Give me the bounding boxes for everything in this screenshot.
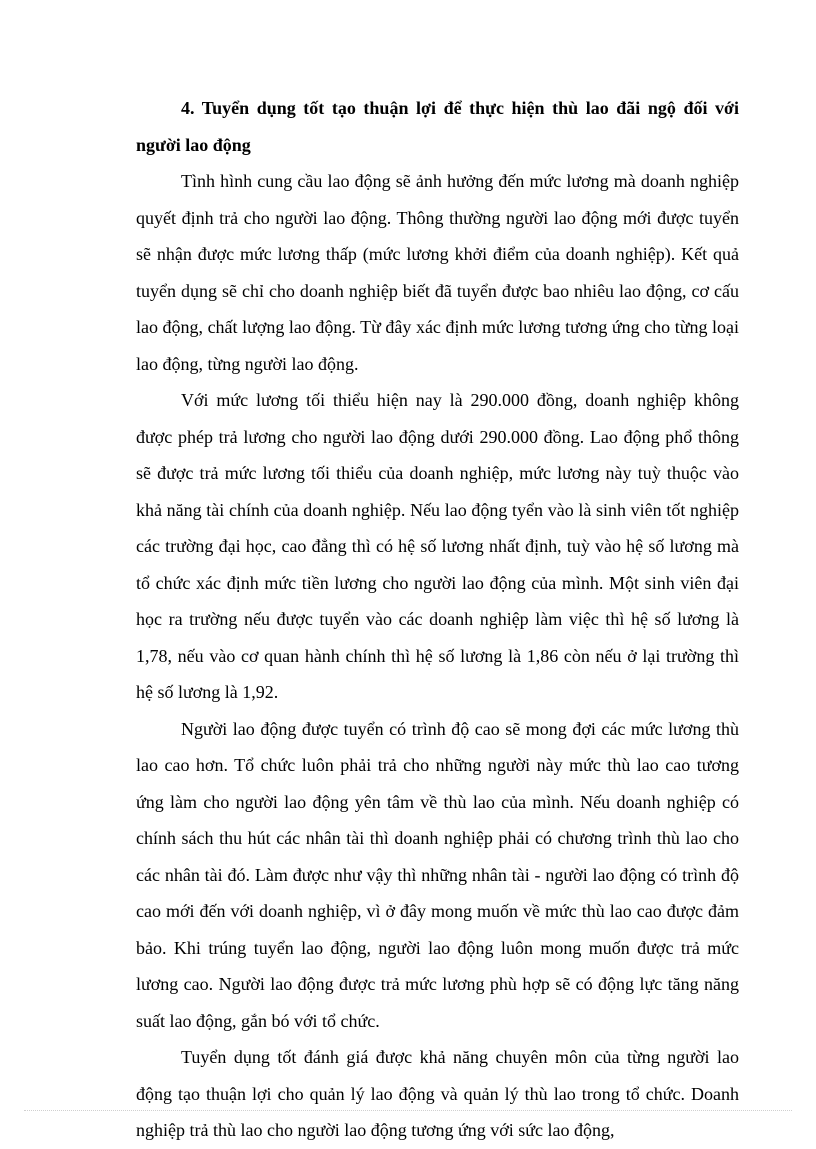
page-bottom-divider	[24, 1110, 792, 1111]
paragraph-1: Tình hình cung cầu lao động sẽ ảnh hưởng đến mức lương mà doanh nghiệp quyết định trả cho người lao động. Thông thường người lao động mới được tuyển sẽ nhận được mức lương thấp (mức lương khởi điểm của doanh nghiệp). Kết quả tuyển dụng sẽ chỉ cho doanh nghiệp biết đã tuyển được bao nhiêu lao động, cơ cấu lao động, chất lượng lao động. Từ đây xác định mức lương tương ứng cho từng loại lao động, từng người lao động.	[136, 171, 739, 374]
paragraph-3: Người lao động được tuyển có trình độ cao sẽ mong đợi các mức lương thù lao cao hơn. Tổ chức luôn phải trả cho những người này mức thù lao cao tương ứng làm cho người lao động yên tâm về thù lao của mình. Nếu doanh nghiệp có chính sách thu hút các nhân tài thì doanh nghiệp phải có chương trình thù lao cho các nhân tài đó. Làm được như vậy thì những nhân tài - người lao động có trình độ cao mới đến với doanh nghiệp, vì ở đây mong muốn về mức thù lao cao được đảm bảo. Khi trúng tuyển lao động, người lao động luôn mong muốn được trả mức lương cao. Người lao động được trả mức lương phù hợp sẽ có động lực tăng năng suất lao động, gắn bó với tổ chức.	[136, 718, 739, 1031]
document-page	[136, 90, 739, 1149]
paragraph-2: Với mức lương tối thiểu hiện nay là 290.000 đồng, doanh nghiệp không được phép trả lương cho người lao động dưới 290.000 đồng. Lao động phổ thông sẽ được trả mức lương tối thiểu của doanh nghiệp, mức lương này tuỳ thuộc vào khả năng tài chính của doanh nghiệp. Nếu lao động tyển vào là sinh viên tốt nghiệp các trường đại học, cao đẳng thì có hệ số lương nhất định, tuỳ vào hệ số lương mà tổ chức xác định mức tiền lương cho người lao động của mình. Một sinh viên đại học ra trường nếu được tuyển vào các doanh nghiệp làm việc thì hệ số lương là 1,78, nếu vào cơ quan hành chính thì hệ số lương là 1,86 còn nếu ở lại trường thì hệ số lương là 1,92.	[136, 390, 739, 702]
paragraph-4: Tuyển dụng tốt đánh giá được khả năng chuyên môn của từng người lao động tạo thuận lợi cho quản lý lao động và quản lý thù lao trong tổ chức. Doanh nghiệp trả thù lao cho người lao động tương ứng với sức lao động,	[136, 1047, 739, 1140]
section-heading: 4. Tuyển dụng tốt tạo thuận lợi để thực hiện thù lao đãi ngộ đối với người lao động	[136, 98, 739, 155]
